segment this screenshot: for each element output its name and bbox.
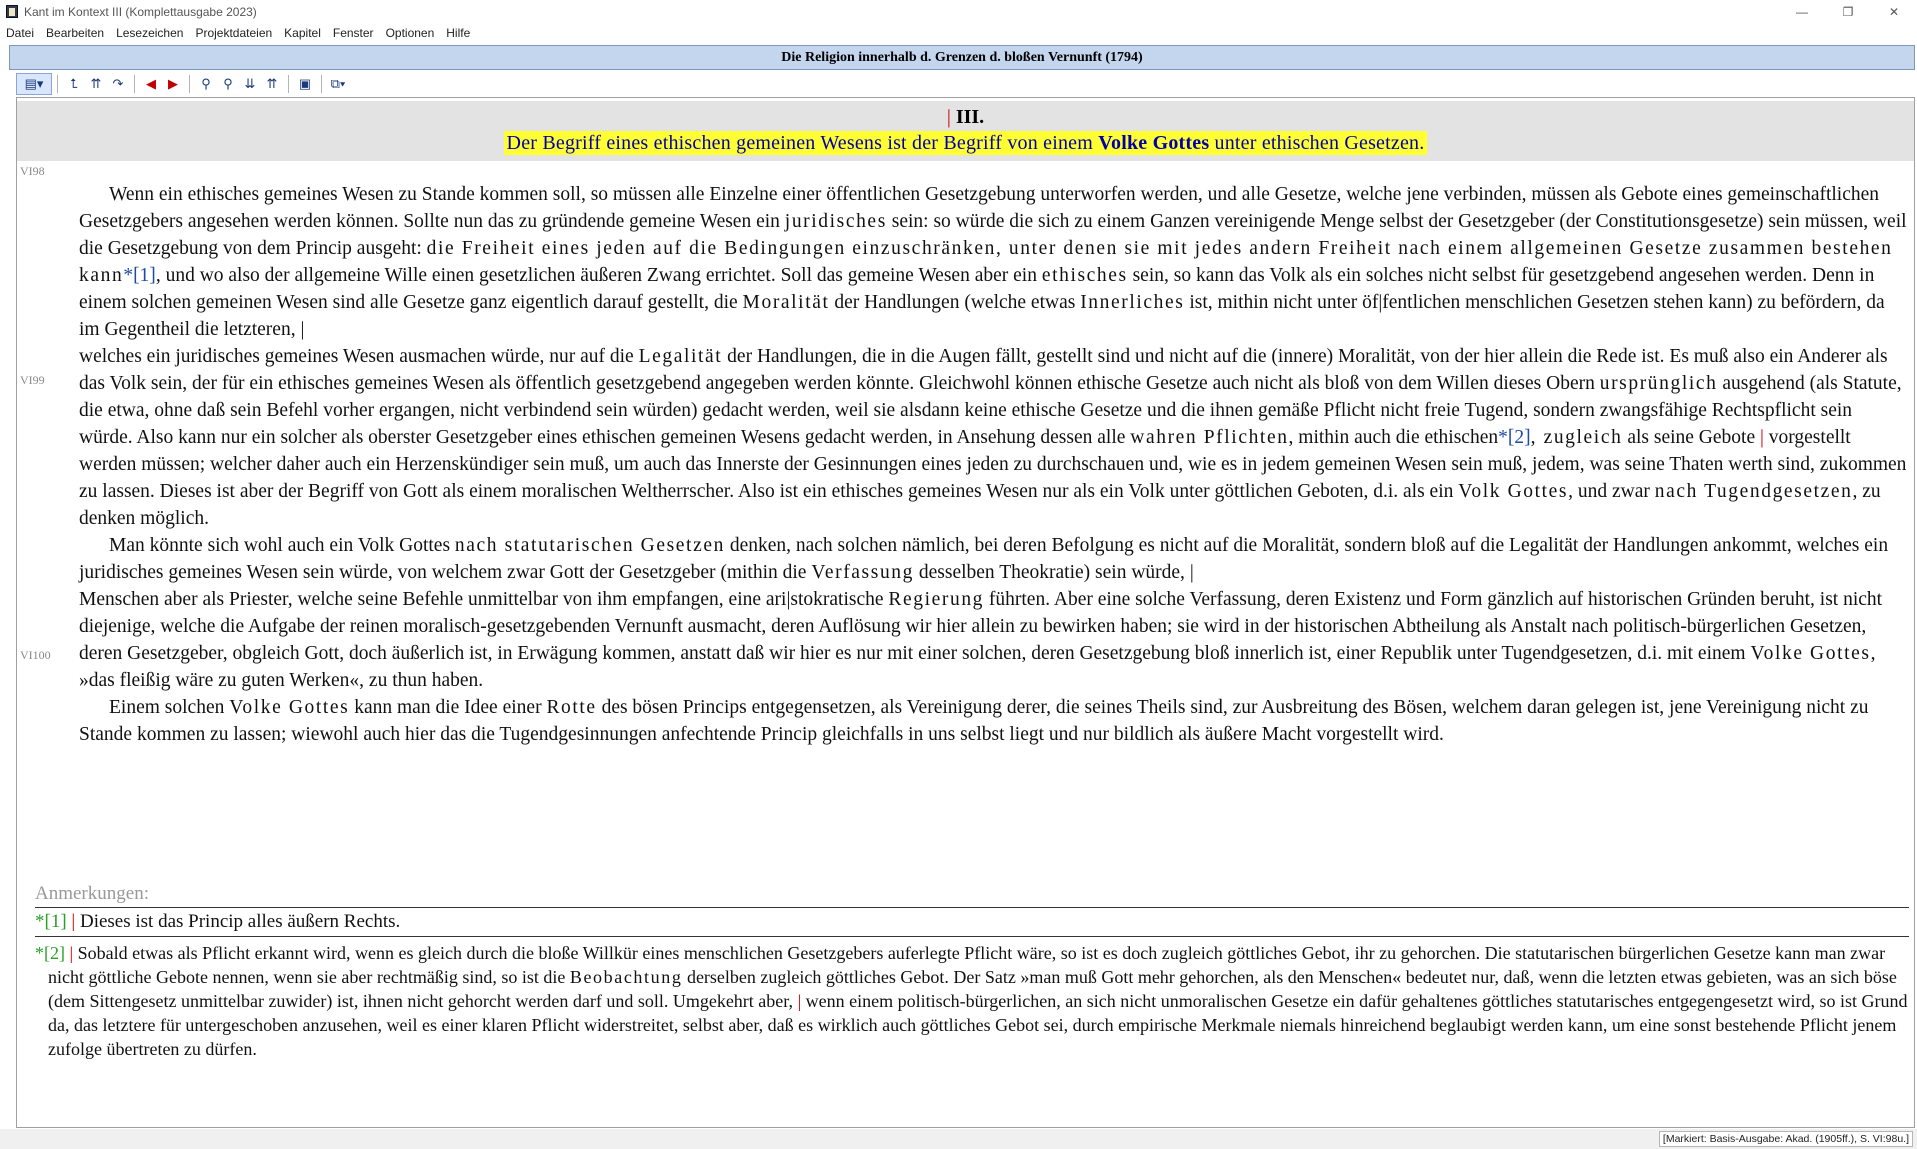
main-text (79, 181, 1909, 748)
menu-lesezeichen[interactable]: Lesezeichen (116, 26, 184, 40)
window-controls (1779, 0, 1917, 23)
title-bar (0, 0, 1917, 23)
chapter-heading (17, 101, 1914, 161)
expand-icon[interactable]: ⇈ (266, 76, 278, 91)
notes-heading: Anmerkungen: (35, 883, 149, 904)
footnote-1: *[1] | Dieses ist das Princip alles äußern Rechts. (35, 911, 401, 932)
footnote-link[interactable]: *[2] (1498, 427, 1531, 448)
toc-icon[interactable]: ▤▾ (16, 73, 52, 95)
toolbar-separator (57, 75, 58, 93)
find-next-icon[interactable]: ⚲ (223, 76, 233, 91)
minimize-button[interactable]: — (1796, 4, 1808, 19)
footnote-2: *[2] | Sobald etwas als Pflicht erkannt wird, wenn es gleich durch die bloße Willkür eines menschlichen Gesetzgebers auferlegte Pflicht wäre, so ist es doch zugleich göttliches Gebot, ihr zu gehorchen. Die statutarischen bürgerlichen Gesetze kann man zwar nicht göttliche Gebote nennen, wenn sie aber rechtmäßig sind, so ist die Beobachtung derselben zugleich göttliches Gebot. Der Satz »man muß Gott mehr gehorchen, als den Menschen« bedeutet nur, daß, wenn die letzten etwas gebieten, was an sich böse (dem Sittengesetz unmittelbar zuwider) ist, ihnen nicht gehorcht werden darf und soll. Umgekehrt aber, | wenn einem politisch-bürgerlichen, an sich nicht unmoralischen Gesetze ein dafür gehaltenes göttliches statutarisches entgegengesetzt wird, so ist Grund da, das letztere für untergeschoben anzusehen, weil es einer klaren Pflicht widerstreitet, selbst aber, daß es wirklich auch göttliches Gebot sei, durch empirische Merkmale niemals hinreichend beglaubigt werden kann, um eine sonst bestehende Pflicht jenem zufolge übertreten zu dürfen. (35, 943, 1908, 1059)
footnote-marker[interactable]: *[1] (35, 911, 67, 932)
toolbar (16, 72, 1915, 96)
menu-bearbeiten[interactable]: Bearbeiten (46, 26, 105, 40)
restore-button[interactable]: ❐ (1842, 4, 1854, 19)
divider (35, 936, 1909, 937)
up-double-icon[interactable]: ⇈ (90, 76, 102, 91)
toolbar-separator (189, 75, 190, 93)
copy-icon[interactable]: ⧉▾ (330, 76, 346, 91)
document-title: Die Religion innerhalb d. Grenzen d. bloßen Vernunft (1794) (9, 45, 1915, 70)
paragraph: welches ein juridisches gemeines Wesen ausmachen würde, nur auf die Legalität der Handlungen, die in die Augen fällt, gestellt sind und nicht auf die (innere) Moralität, von der hier allein die Rede ist. Es muß also ein Anderer als das Volk sein, der für ein ethisches gemeines Wesen als öffentlich gesetzgebend angegeben werden könnte. Gleichwohl können ethische Gesetze auch nicht als bloß von dem Willen dieses Obern ursprünglich ausgehend (als Statute, die etwa, ohne daß sein Befehl vorher ergangen, nicht verbindend sein würden) gedacht werden, weil sie alsdann keine ethische Gesetze und die ihnen gemäße Pflicht nicht freie Tugend, sondern zwangsfähige Rechtspflicht sein würde. Also kann nur ein solcher als oberster Gesetzgeber eines ethischen gemeinen Wesens gedacht werden, in Ansehung dessen alle wahren Pflichten, mithin auch die ethischen*[2], zugleich als seine Gebote | vorgestellt werden müssen; welcher daher auch ein Herzenskündiger sein muß, um auch das Innerste der Gesinnungen eines jeden zu durchschauen und, wie es in jedem gemeinen Wesen sein muß, jedem, was seine Thaten werth sind, zukommen zu lassen. Dieses ist aber der Begriff von Gott als einem moralischen Weltherrscher. Also ist ein ethisches gemeines Wesen nur als ein Volk unter göttlichen Geboten, d.i. als ein Volk Gottes, und zwar nach Tugendgesetzen, zu denken möglich. (79, 346, 1907, 529)
menu-hilfe[interactable]: Hilfe (446, 26, 471, 40)
prev-icon[interactable]: ◀ (146, 76, 156, 91)
find-icon[interactable]: ⚲ (201, 76, 211, 91)
toolbar-separator (134, 75, 135, 93)
toolbar-separator (288, 75, 289, 93)
menu-bar (0, 23, 1917, 43)
window-title: Kant im Kontext III (Komplettausgabe 2023) (24, 4, 257, 19)
document-view[interactable] (16, 97, 1915, 1128)
collapse-icon[interactable]: ⇊ (244, 76, 256, 91)
chapter-number: | III. (946, 106, 985, 128)
jump-icon[interactable]: ↷ (112, 76, 124, 91)
menu-projektdateien[interactable]: Projektdateien (195, 26, 273, 40)
page-mark: VI100 (20, 648, 51, 662)
paragraph: Wenn ein ethisches gemeines Wesen zu Stande kommen soll, so müssen alle Einzelne einer öffentlichen Gesetzgebung unterworfen werden, und alle Gesetze, welche jene verbinden, müssen als Gebote eines gemeinschaftlichen Gesetzgebers angesehen werden können. Sollte nun das zu gründende gemeine Wesen ein juridisches sein: so würde die sich zu einem Ganzen vereinigende Menge selbst der Gesetzgeber (der Constitutionsgesetze) sein müssen, weil die Gesetzgebung von dem Princip ausgeht: die Freiheit eines jeden auf die Bedingungen einzuschränken, unter denen sie mit jedes andern Freiheit nach einem allgemeinen Gesetze zusammen bestehen kann*[1], und wo also der allgemeine Wille einen gesetzlichen äußeren Zwang errichtet. Soll das gemeine Wesen aber ein ethisches sein, so kann das Volk als ein solches nicht selbst für gesetzgebend angesehen werden. Denn in einem solchen gemeinen Wesen sind alle Gesetze ganz eigentlich darauf gestellt, die Moralität der Handlungen (welche etwas Innerliches ist, mithin nicht unter öf|fentlichen menschlichen Gesetzen stehen kann) zu befördern, da im Gegentheil die letzteren, | (79, 184, 1907, 340)
status-bar (0, 1129, 1917, 1149)
menu-datei[interactable]: Datei (6, 26, 35, 40)
window-icon[interactable]: ▣ (298, 76, 312, 91)
status-text: [Markiert: Basis-Ausgabe: Akad. (1905ff.), S. VI:98u.] (1659, 1131, 1913, 1147)
paragraph: Einem solchen Volke Gottes kann man die Idee einer Rotte des bösen Princips entgegensetzen, als Vereinigung derer, die seines Theils sind, zur Ausbreitung des Bösen, welchem daran gelegen ist, jene Vereinigung nicht zu Stande kommen zu lassen; wiewohl auch hier das die Tugendgesinnungen anfechtende Princip gleichfalls in uns selbst liegt und nur bildlich als äußere Macht vorgestellt wird. (79, 697, 1869, 745)
menu-kapitel[interactable]: Kapitel (284, 26, 321, 40)
page-mark: VI98 (20, 164, 45, 178)
next-icon[interactable]: ▶ (168, 76, 178, 91)
toolbar-separator (321, 75, 322, 93)
page-mark: VI99 (20, 373, 45, 387)
divider (35, 907, 1909, 908)
footnote-marker[interactable]: *[2] (35, 943, 65, 963)
close-button[interactable]: ✕ (1888, 4, 1900, 19)
chapter-subtitle: Der Begriff eines ethischen gemeinen Wesens ist der Begriff von einem Volke Gottes unter ethischen Gesetzen. (504, 131, 1428, 155)
paragraph: Man könnte sich wohl auch ein Volk Gottes nach statutarischen Gesetzen denken, nach solchen nämlich, bei deren Befolgung es nicht auf die Moralität, sondern bloß auf die Legalität der Handlungen ankommt, welches ein juridisches gemeines Wesen sein würde, von welchem zwar Gott der Gesetzgeber (mithin die Verfassung desselben Theokratie) sein würde, | (79, 535, 1889, 583)
menu-optionen[interactable]: Optionen (385, 26, 435, 40)
paragraph: Menschen aber als Priester, welche seine Befehle unmittelbar von ihm empfangen, eine ari|stokratische Regierung führten. Aber eine solche Verfassung, deren Existenz und Form gänzlich auf historischen Gründen beruht, ist nicht diejenige, welche die Aufgabe der reinen moralisch-gesetzgebenden Vernunft ausmacht, deren Auflösung wir hier allein zu bewirken haben; sie wird in der historischen Abtheilung als Anstalt nach politisch-bürgerlichen Gesetzen, deren Gesetzgeber, obgleich Gott, doch äußerlich ist, in Erwägung kommen, anstatt daß wir hier es nur mit einer solchen, deren Gesetzgebung bloß innerlich ist, einer Republik unter Tugendgesetzen, d.i. mit einem Volke Gottes, »das fleißig wäre zu guten Werken«, zu thun haben. (79, 589, 1883, 691)
footnote-link[interactable]: *[1] (123, 265, 156, 286)
app-icon (6, 5, 18, 18)
menu-fenster[interactable]: Fenster (332, 26, 374, 40)
up-icon[interactable]: ⮤ (70, 76, 78, 91)
